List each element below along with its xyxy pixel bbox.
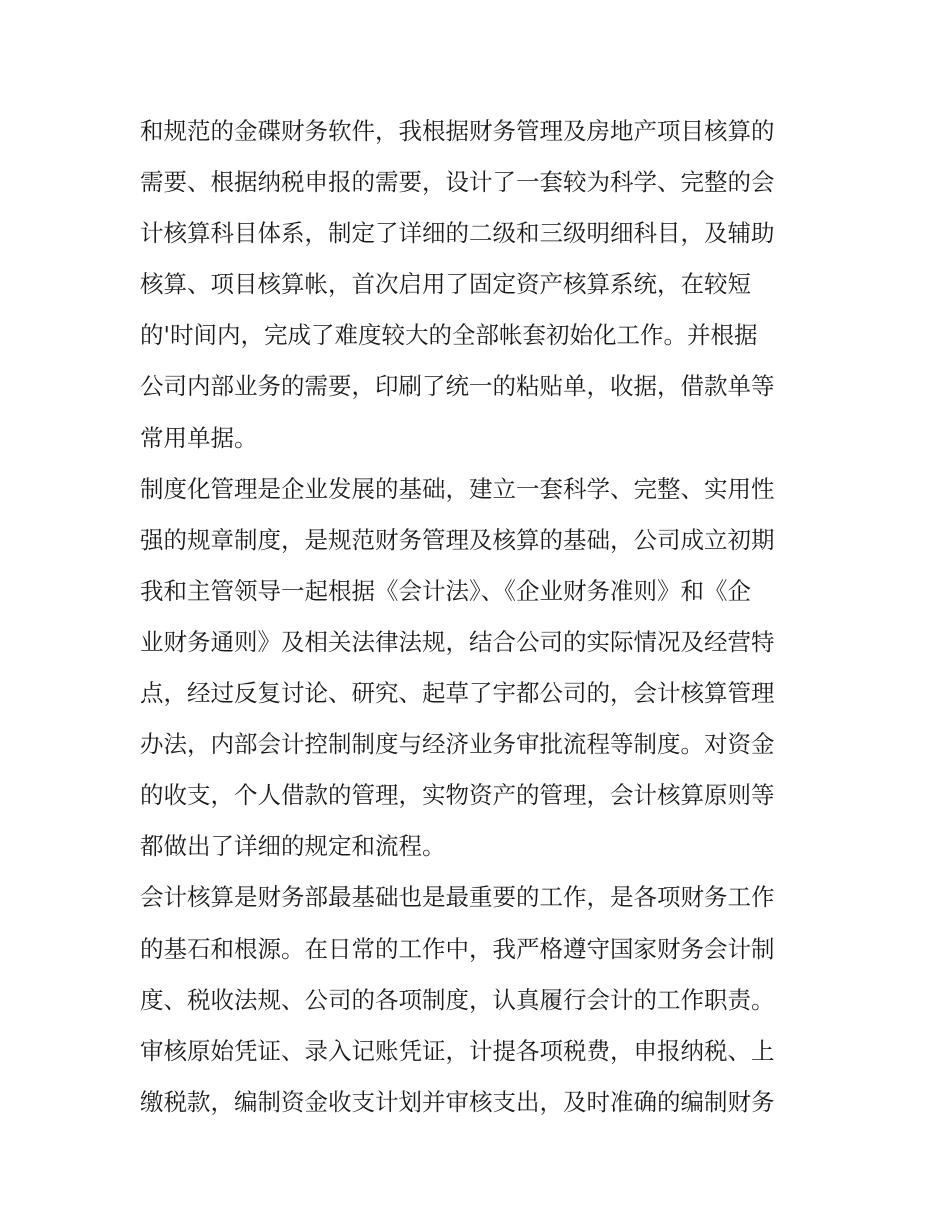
text-line: 我和主管领导一起根据《会计法》、《企业财务准则》和《企: [140, 576, 751, 605]
text-line: 缴税款，编制资金收支计划并审核支出，及时准确的编制财务: [140, 1087, 775, 1116]
text-line: 会计核算是财务部最基础也是最重要的工作，是各项财务工作: [140, 883, 775, 912]
text-line: 都做出了详细的规定和流程。: [140, 832, 446, 861]
text-line: 需要、根据纳税申报的需要，设计了一套较为科学、完整的会: [140, 168, 775, 197]
body-text: [140, 106, 820, 1128]
text-line: 计核算科目体系，制定了详细的二级和三级明细科目，及辅助: [140, 219, 775, 248]
text-line: 常用单据。: [140, 423, 258, 452]
text-line: 点，经过反复讨论、研究、起草了宇都公司的，会计核算管理: [140, 679, 775, 708]
text-line: 的收支，个人借款的管理，实物资产的管理，会计核算原则等: [140, 781, 775, 810]
text-line: 审核原始凭证、录入记账凭证，计提各项税费，申报纳税、上: [140, 1036, 775, 1065]
text-line: 和规范的金碟财务软件，我根据财务管理及房地产项目核算的: [140, 117, 775, 145]
text-line: 公司内部业务的需要，印刷了统一的粘贴单，收据，借款单等: [140, 372, 775, 401]
text-line: 业财务通则》及相关法律法规，结合公司的实际情况及经营特: [140, 627, 775, 656]
text-line: 的基石和根源。在日常的工作中，我严格遵守国家财务会计制: [140, 934, 775, 963]
text-line: 强的规章制度，是规范财务管理及核算的基础，公司成立初期: [140, 525, 775, 554]
text-line: 的'时间内，完成了难度较大的全部帐套初始化工作。并根据: [140, 321, 758, 350]
text-line: 制度化管理是企业发展的基础，建立一套科学、完整、实用性: [140, 474, 775, 503]
text-line: 办法，内部会计控制制度与经济业务审批流程等制度。对资金: [140, 730, 775, 759]
text-line: 度、税收法规、公司的各项制度，认真履行会计的工作职责。: [140, 985, 775, 1014]
text-line: 核算、项目核算帐，首次启用了固定资产核算系统，在较短: [140, 270, 751, 299]
